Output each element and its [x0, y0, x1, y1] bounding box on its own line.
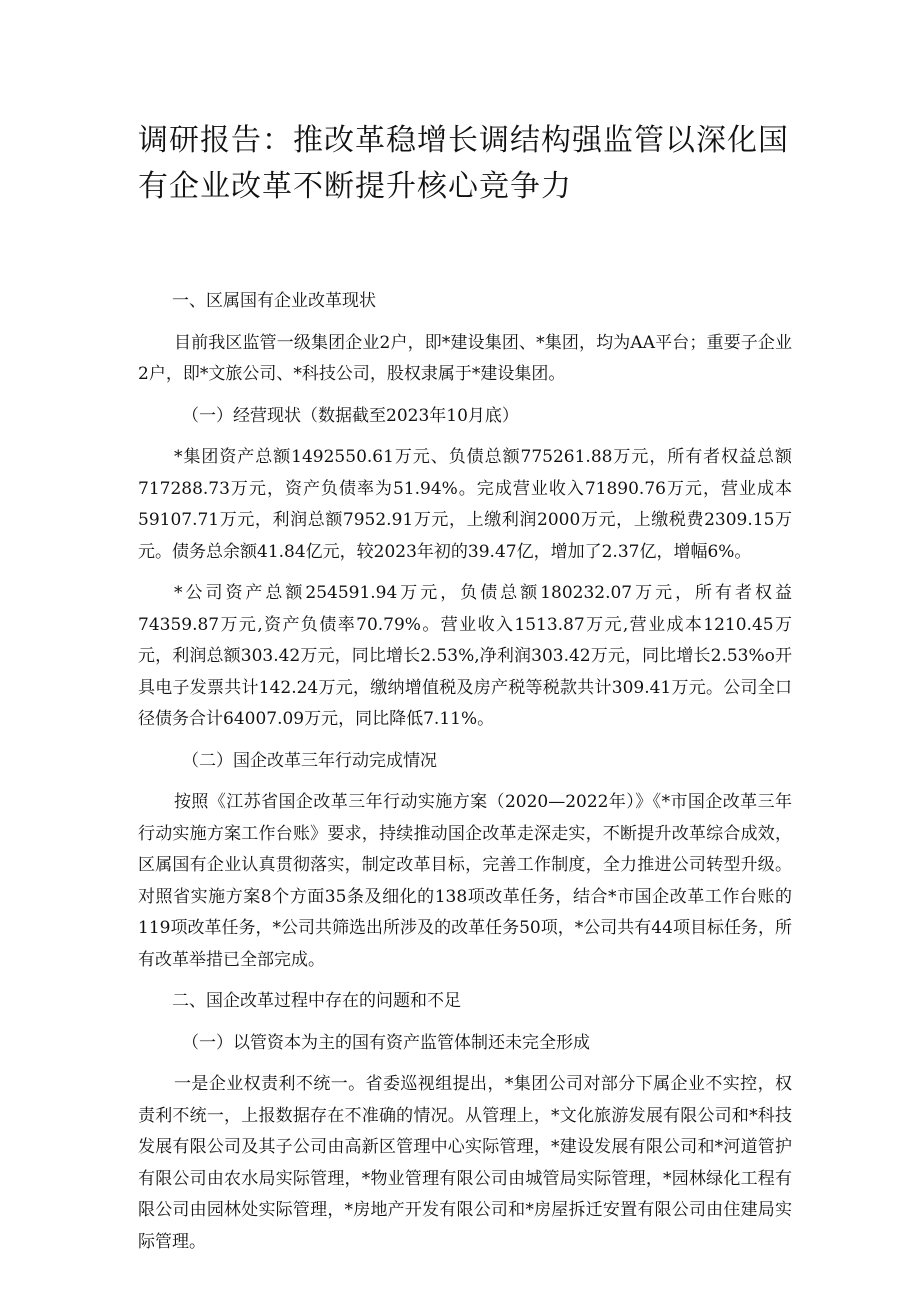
document-title: 调研报告：推改革稳增长调结构强监管以深化国有企业改革不断提升核心竞争力: [138, 123, 789, 204]
subsection-heading: （二）国企改革三年行动完成情况: [182, 750, 437, 771]
subsection-heading: （一）以管资本为主的国有资产监管体制还未完全形成: [182, 1032, 590, 1053]
section-heading-2: 二、国企改革过程中存在的问题和不足: [172, 991, 461, 1011]
document-page: [138, 118, 792, 1268]
subsection-heading: （一）经营现状（数据截至2023年10月底）: [182, 405, 519, 426]
paragraph: *公司资产总额254591.94万元，负债总额180232.07万元，所有者权益74359.87万元,资产负债率70.79%。营业收入1513.87万元,营业成本1210.45万元，利润总额303.42万元，同比增长2.53%,净利润303.42万元，同比增长2.53%o开具电子发票共计142.24万元，缴纳增值税及房产税等税款共计309.41万元。公司全口径债务合计64007.09万元，同比降低7.11%。: [138, 583, 792, 729]
paragraph: 目前我区监管一级集团企业2户，即*建设集团、*集团，均为AA平台；重要子企业2户，即*文旅公司、*科技公司，股权隶属于*建设集团。: [138, 332, 792, 384]
paragraph: 一是企业权责利不统一。省委巡视组提出，*集团公司对部分下属企业不实控，权责利不统一，上报数据存在不准确的情况。从管理上，*文化旅游发展有限公司和*科技发展有限公司及其子公司由高新区管理中心实际管理，*建设发展有限公司和*河道管护有限公司由农水局实际管理，*物业管理有限公司由城管局实际管理，*园林绿化工程有限公司由园林处实际管理，*房地产开发有限公司和*房屋拆迁安置有限公司由住建局实际管理。: [138, 1074, 792, 1252]
paragraph: *集团资产总额1492550.61万元、负债总额775261.88万元，所有者权益总额717288.73万元，资产负债率为51.94%。完成营业收入71890.76万元，营业成本59107.71万元，利润总额7952.91万元，上缴利润2000万元，上缴税费2309.15万元。债务总余额41.84亿元，较2023年初的39.47亿，增加了2.37亿，增幅6%。: [138, 447, 792, 562]
paragraph: 按照《江苏省国企改革三年行动实施方案（2020—2022年）》《*市国企改革三年行动实施方案工作台账》要求，持续推动国企改革走深走实，不断提升改革综合成效，区属国有企业认真贯彻落实，制定改革目标，完善工作制度，全力推进公司转型升级。对照省实施方案8个方面35条及细化的138项改革任务，结合*市国企改革工作台账的119项改革任务，*公司共筛选出所涉及的改革任务50项，*公司共有44项目标任务，所有改革举措已全部完成。: [138, 792, 792, 970]
section-heading-1: 一、区属国有企业改革现状: [172, 291, 376, 311]
